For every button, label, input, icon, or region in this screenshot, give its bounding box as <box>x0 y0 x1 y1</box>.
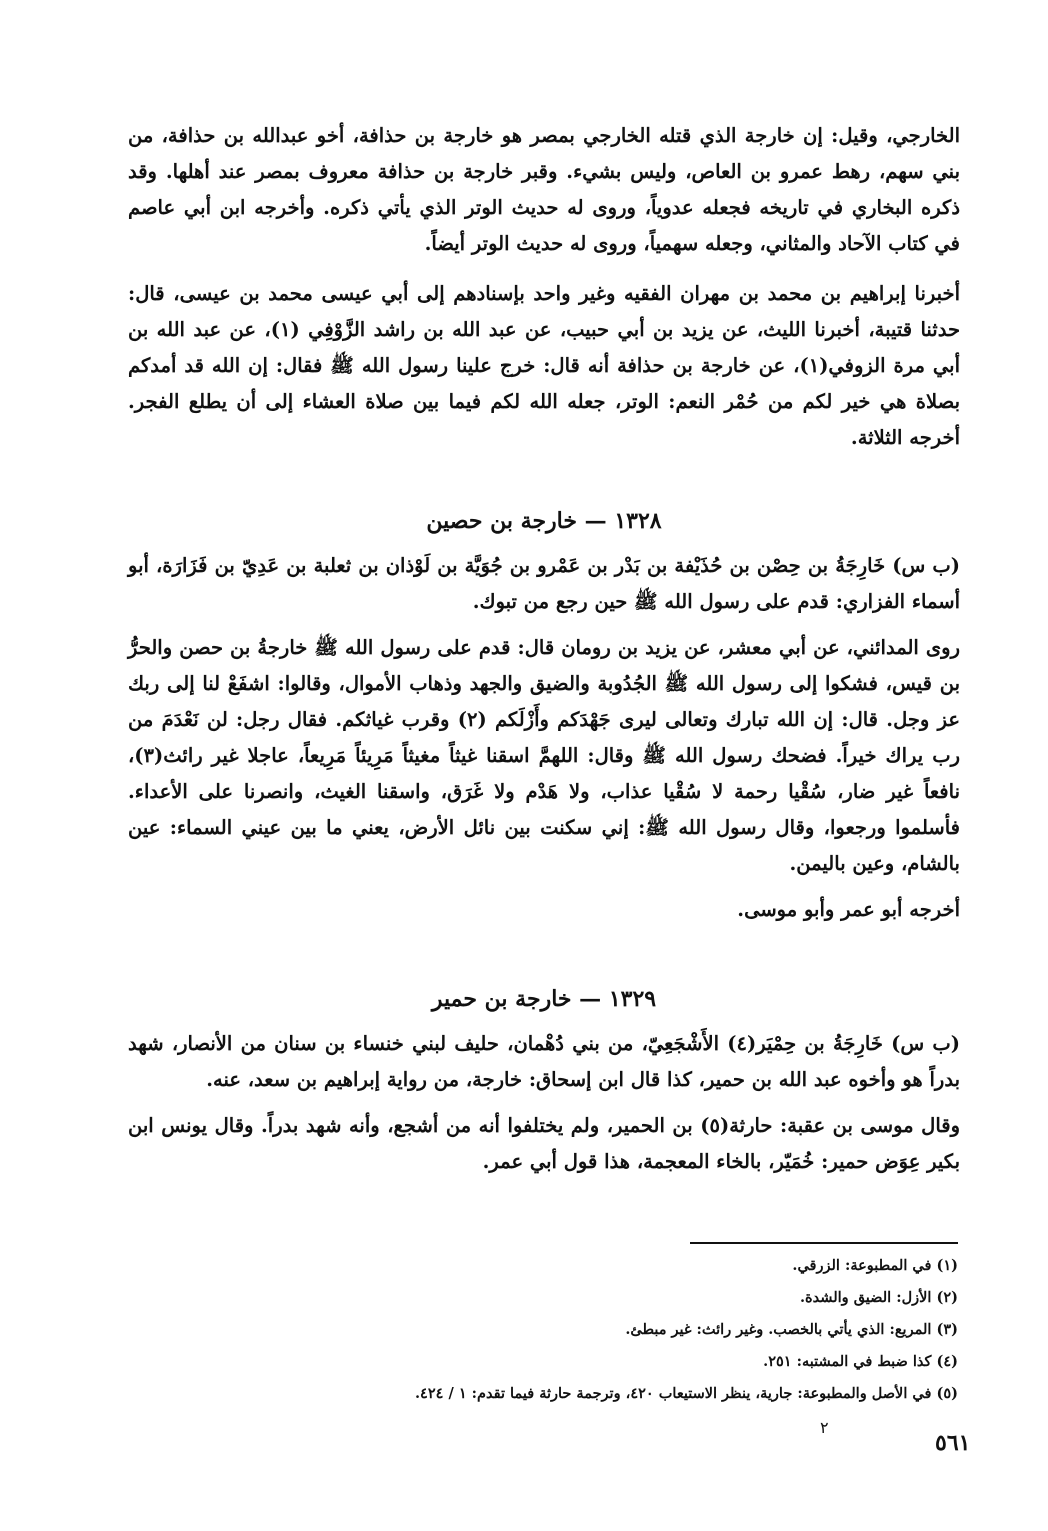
footnote-5: (٥) في الأصل والمطبوعة: جارية، ينظر الاستيعاب ٤٢٠، وترجمة حارثة فيما تقدم: ١ / ٤٢٤. <box>414 1385 958 1402</box>
page-number: ٥٦١ <box>935 1430 971 1456</box>
entry-1328-paragraph-1: (ب س) خَارِجَةُ بن حِصْن بن حُذَيْفة بن بَدْر بن عَمْرو بن جُوَيَّة بن لَوْذان بن ثعلبة بن عَدِيّ بن فَزَارَة، أبو أسماء الفزاري: قدم على رسول الله ﷺ حين رجع من تبوك. <box>128 554 960 613</box>
section-heading-1328: ١٣٢٨ — خارجة بن حصين <box>426 508 662 534</box>
printer-mark: ٢ <box>820 1418 829 1437</box>
footnote-1: (١) في المطبوعة: الزرقي. <box>792 1257 958 1274</box>
footnote-2: (٢) الأزل: الضيق والشدة. <box>800 1289 958 1306</box>
entry-1328-paragraph-3: أخرجه أبو عمر وأبو موسى. <box>737 898 960 921</box>
entry-1329 <box>128 1026 960 1190</box>
entry-1328 <box>128 548 960 938</box>
entry-1329-paragraph-2: وقال موسى بن عقبة: حارثة(٥) بن الحمير، ولم يختلفوا أنه من أشجع، وأنه شهد بدراً. وقال يونس ابن بكير عِوَض حمير: خُمَيّر، بالخاء المعجمة، هذا قول أبي عمر. <box>128 1114 960 1173</box>
intro-text <box>128 118 960 466</box>
intro-paragraph-1: الخارجي، وقيل: إن خارجة الذي قتله الخارجي بمصر هو خارجة بن حذافة، أخو عبدالله بن حذافة، من بني سهم، رهط عمرو بن العاص، وليس بشيء. وقبر خارجة بن حذافة معروف بمصر عند أهلها. وقد ذكره البخاري في تاريخه فجعله عدوياً، وروى له حديث الوتر الذي يأتي ذكره. وأخرجه ابن أبي عاصم في كتاب الآحاد والمثاني، وجعله سهمياً، وروى له حديث الوتر أيضاً. <box>128 124 960 255</box>
entry-1328-paragraph-2: روى المدائني، عن أبي معشر، عن يزيد بن رومان قال: قدم على رسول الله ﷺ خارجةُ بن حصن والحرُّ بن قيس، فشكوا إلى رسول الله ﷺ الجُدُوبة والضيق والجهد وذهاب الأموال، وقالوا: اشفَعْ لنا إلى ربك عز وجل. قال: إن الله تبارك وتعالى ليرى جَهْدَكم وأَزْلَكم (٢) وقرب غياثكم. فقال رجل: لن نَعْدَمَ من رب يراك خيراً. فضحك رسول الله ﷺ وقال: اللهمَّ اسقنا غيثاً مغيثاً مَرِيئاً مَرِيعاً، عاجلا غير رائث(٣)، نافعاً غير ضار، سُقْيا رحمة لا سُقْيا عذاب، ولا هَدْم ولا غَرَق، واسقنا الغيث، وانصرنا على الأعداء. فأسلموا ورجعوا، وقال رسول الله ﷺ: إني سكنت بين نائل الأرض، يعني ما بين عيني السماء: عين بالشام، وعين باليمن. <box>128 636 960 875</box>
footnotes <box>128 1250 958 1410</box>
section-heading-1329: ١٣٢٩ — خارجة بن حمير <box>431 986 657 1012</box>
footnote-3: (٣) المريع: الذي يأتي بالخصب. وغير رائث: غير مبطئ. <box>625 1321 958 1338</box>
footnote-4: (٤) كذا ضبط في المشتبه: ٢٥١. <box>763 1353 958 1370</box>
footnote-separator <box>690 1242 958 1244</box>
entry-1329-paragraph-1: (ب س) خَارِجَةُ بن حِمْيَر(٤) الأَشْجَعِيّ، من بني دُهْمان، حليف لبني خنساء بن سنان من الأنصار، شهد بدراً هو وأخوه عبد الله بن حمير، كذا قال ابن إسحاق: خارجة، من رواية إبراهيم بن سعد، عنه. <box>128 1032 960 1091</box>
intro-paragraph-2: أخبرنا إبراهيم بن محمد بن مهران الفقيه وغير واحد بإسنادهم إلى أبي عيسى محمد بن عيسى، قال: حدثنا قتيبة، أخبرنا الليث، عن يزيد بن أبي حبيب، عن عبد الله بن راشد الزَّوْفِي (١)، عن عبد الله بن أبي مرة الزوفي(١)، عن خارجة بن حذافة أنه قال: خرج علينا رسول الله ﷺ فقال: إن الله قد أمدكم بصلاة هي خير لكم من حُمْر النعم: الوتر، جعله الله لكم فيما بين صلاة العشاء إلى أن يطلع الفجر. أخرجه الثلاثة. <box>128 282 960 449</box>
